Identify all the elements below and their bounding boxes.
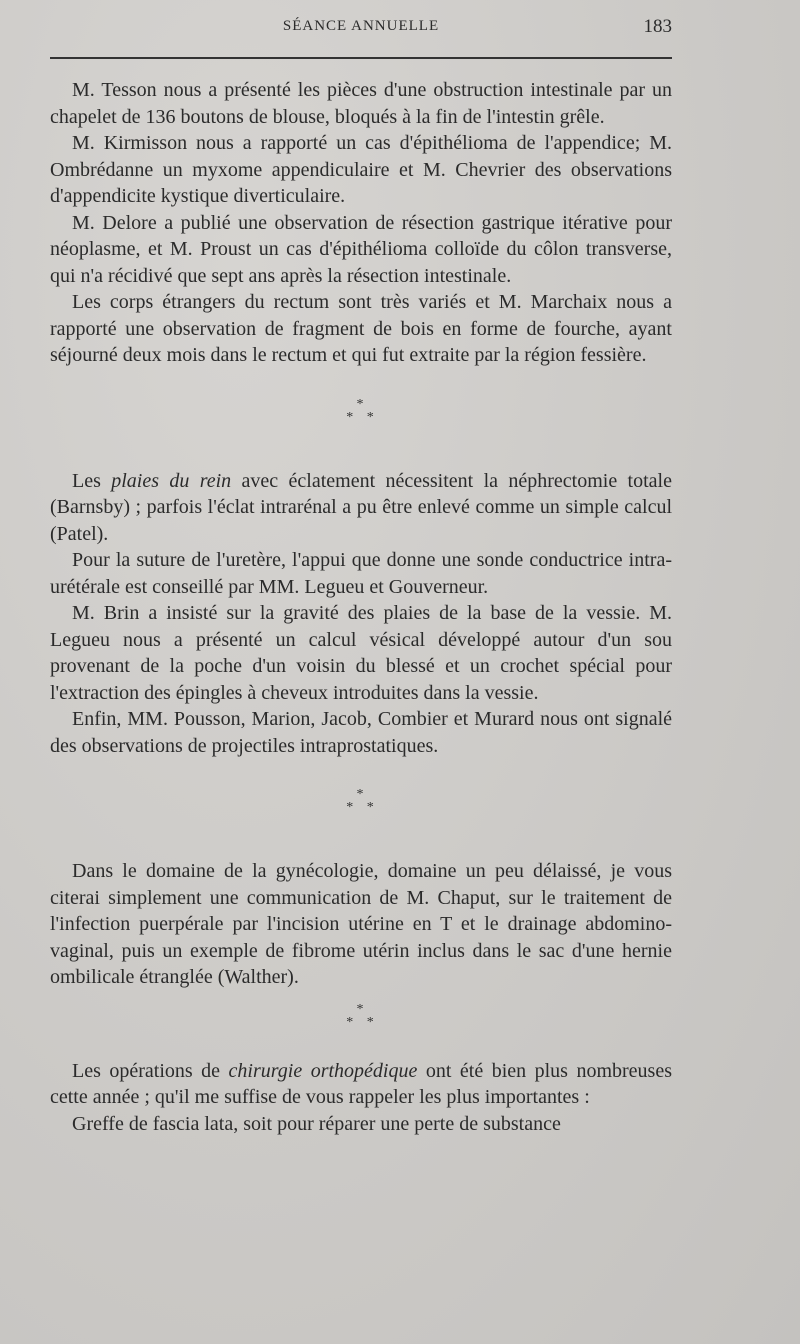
text-run: Les	[72, 469, 112, 492]
italic-term: plaies du rein	[111, 469, 232, 492]
separator-star-bottom: * *	[346, 800, 376, 815]
text-run: Les opérations de	[72, 1059, 229, 1082]
paragraph-plaies-rein	[50, 468, 672, 548]
paragraph-tesson: M. Tesson nous a présenté les pièces d'une obstruction intestinale par un chapelet de 136 boutons de blouse, bloqués à la fin de l'intestin grêle.	[50, 79, 672, 128]
text-run: avec éclatement nécessitent la néphrectomie totale (Barnsby) ; parfois l'éclat intrarénal a pu être enlevé comme un simple calcul (Patel).	[50, 469, 672, 545]
paragraph-greffe: Greffe de fascia lata, soit pour réparer une perte de substance	[72, 1112, 561, 1135]
section-separator-3	[50, 1003, 672, 1029]
paragraph-projectiles: Enfin, MM. Pousson, Marion, Jacob, Combier et Murard nous ont signalé des observations de projectiles intraprostatiques.	[50, 708, 672, 757]
paragraph-orthopedie	[50, 1058, 672, 1111]
separator-star-bottom: * *	[346, 409, 376, 425]
separator-star-top: *	[356, 787, 366, 802]
page-header	[50, 18, 672, 44]
text-run: ont été bien plus nombreuses cette année ; qu'il me suffise de vous rappeler les plus importantes :	[50, 1059, 672, 1108]
section-separator-2	[50, 788, 672, 814]
header-rule	[50, 57, 672, 59]
page-number: 183	[643, 16, 672, 37]
italic-term: chirurgie orthopédique	[228, 1059, 418, 1082]
separator-star-top: *	[356, 396, 366, 412]
paragraph-rectum: Les corps étrangers du rectum sont très variés et M. Marchaix nous a rapporté une observation de fragment de bois en forme de fourche, ayant séjourné deux mois dans le rectum et qui fut extraite par la région fessière.	[50, 291, 672, 366]
running-head: SÉANCE ANNUELLE	[282, 18, 440, 34]
paragraph-gynecologie: Dans le domaine de la gynécologie, domaine un peu délaissé, je vous citerai simplement une communication de M. Chaput, sur le traitement de l'infection puerpérale par l'incision utérine en T et le drainage abdomino-vaginal, puis un exemple de fibrome utérin inclus dans le sac d'une hernie ombilicale étranglée (Walther).	[50, 860, 672, 988]
body-text	[50, 77, 672, 1137]
separator-star-top: *	[356, 1001, 366, 1017]
paragraph-kirmisson: M. Kirmisson nous a rapporté un cas d'épithélioma de l'appendice; M. Ombrédanne un myxome appendiculaire et M. Chevrier des observations d'appendicite kystique diverticulaire.	[50, 132, 672, 207]
paragraph-uretere: Pour la suture de l'uretère, l'appui que donne une sonde conductrice intra-urétérale est conseillé par MM. Legueu et Gouverneur.	[50, 549, 672, 598]
separator-star-bottom: * *	[346, 1014, 376, 1030]
section-separator-1	[50, 398, 672, 424]
paragraph-vessie: M. Brin a insisté sur la gravité des plaies de la base de la vessie. M. Legueu nous a présenté un calcul vésical développé autour d'un sou provenant de la poche d'un voisin du blessé et un crochet spécial pour l'extraction des épingles à cheveux introduites dans la vessie.	[50, 602, 672, 704]
paragraph-delore: M. Delore a publié une observation de résection gastrique itérative pour néoplasme, et M. Proust un cas d'épithélioma colloïde du côlon transverse, qui n'a récidivé que sept ans après la résection intestinale.	[50, 211, 672, 287]
